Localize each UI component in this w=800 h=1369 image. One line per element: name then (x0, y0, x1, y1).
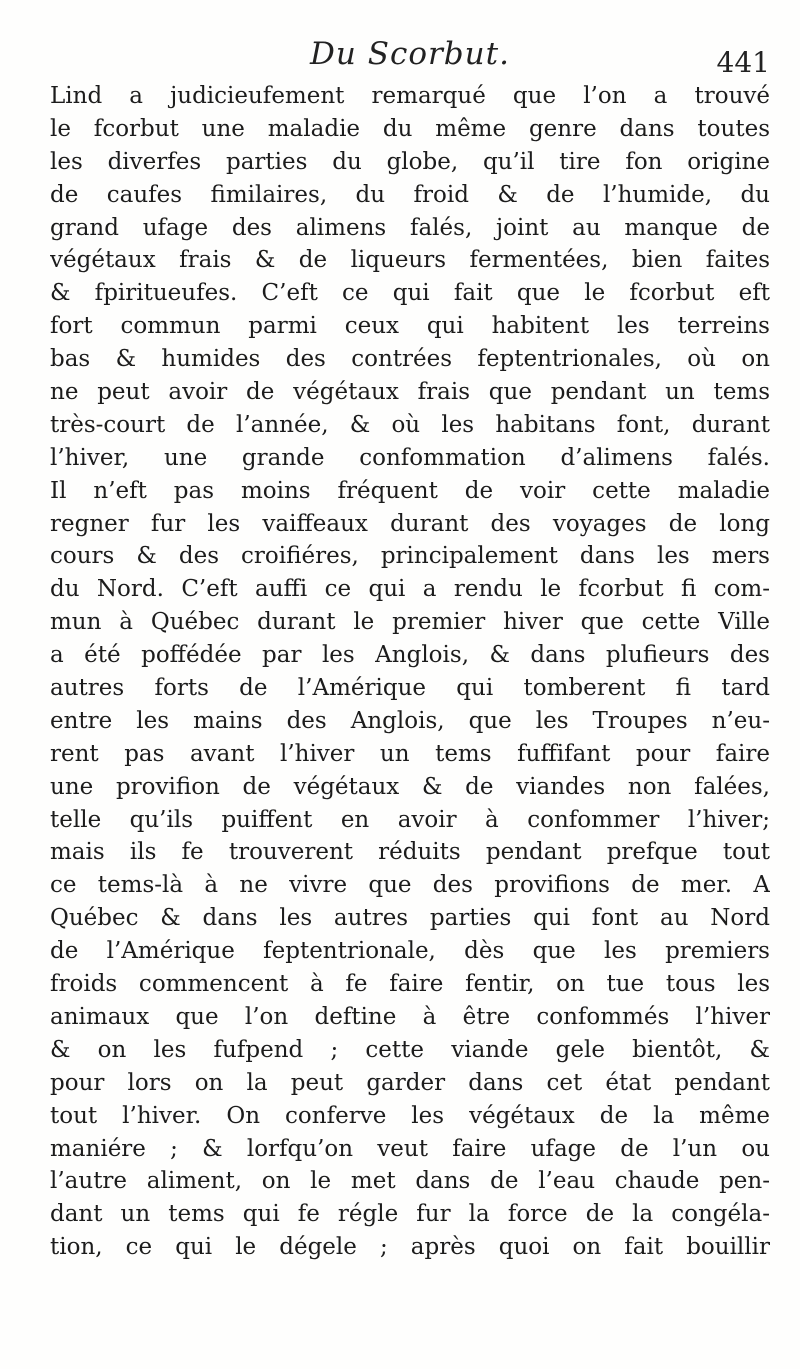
text-line: une provifion de végétaux & de viandes non falées, (50, 773, 770, 800)
page-number: 441 (716, 46, 770, 79)
text-line: a été poffédée par les Anglois, & dans plufieurs des (50, 642, 770, 669)
text-line: maniére ; & lorfqu’on veut faire ufage de l’un ou (50, 1135, 770, 1162)
text-line: regner fur les vaiffeaux durant des voyages de long (50, 510, 770, 537)
text-line: bas & humides des contrées feptentrionales, où on (50, 346, 770, 373)
text-line: & fpiritueufes. C’eft ce qui fait que le fcorbut eft (50, 280, 770, 307)
text-line: pour lors on la peut garder dans cet état pendant (50, 1069, 770, 1096)
text-line: animaux que l’on deftine à être confommés l’hiver (50, 1003, 770, 1030)
text-line: le fcorbut une maladie du même genre dans toutes (50, 115, 770, 142)
text-line: grand ufage des alimens falés, joint au manque de (50, 214, 770, 241)
text-line: végétaux frais & de liqueurs fermentées, bien faites (50, 247, 770, 274)
running-title: Du Scorbut. (310, 36, 510, 72)
text-line: cours & des croifiéres, principalement dans les mers (50, 543, 770, 570)
text-line: Il n’eft pas moins fréquent de voir cette maladie (50, 477, 770, 504)
text-line: froids commencent à fe faire fentir, on tue tous les (50, 971, 770, 998)
text-line: rent pas avant l’hiver un tems fuffifant pour faire (50, 740, 770, 767)
text-line: & on les fufpend ; cette viande gele bientôt, & (50, 1036, 770, 1063)
text-line: très-court de l’année, & où les habitans font, durant (50, 411, 770, 438)
text-line: ce tems-là à ne vivre que des provifions de mer. A (50, 872, 770, 899)
text-line: tout l’hiver. On conferve les végétaux de la même (50, 1102, 770, 1129)
text-line: telle qu’ils puiffent en avoir à confommer l’hiver; (50, 806, 770, 833)
text-line: l’hiver, une grande confommation d’alimens falés. (50, 444, 770, 471)
text-line: fort commun parmi ceux qui habitent les terreins (50, 313, 770, 340)
text-line: autres forts de l’Amérique qui tomberent fi tard (50, 675, 770, 702)
text-line: mun à Québec durant le premier hiver que cette Ville (50, 609, 770, 636)
text-line: ne peut avoir de végétaux frais que pendant un tems (50, 379, 770, 406)
text-line: dant un tems qui fe régle fur la force de la congéla- (50, 1201, 770, 1228)
text-line: de caufes fimilaires, du froid & de l’humide, du (50, 181, 770, 208)
body-text (50, 80, 770, 1264)
text-line: mais ils fe trouverent réduits pendant prefque tout (50, 839, 770, 866)
text-line: du Nord. C’eft auffi ce qui a rendu le fcorbut fi com- (50, 576, 770, 603)
text-line: Québec & dans les autres parties qui font au Nord (50, 905, 770, 932)
text-line: les diverfes parties du globe, qu’il tire fon origine (50, 148, 770, 175)
text-line: tion, ce qui le dégele ; après quoi on fait bouillir (50, 1234, 770, 1261)
text-line: de l’Amérique feptentrionale, dès que les premiers (50, 938, 770, 965)
text-line: Lind a judicieufement remarqué que l’on a trouvé (50, 83, 770, 109)
text-line: l’autre aliment, on le met dans de l’eau chaude pen- (50, 1168, 770, 1195)
text-line: entre les mains des Anglois, que les Troupes n’eu- (50, 707, 770, 734)
